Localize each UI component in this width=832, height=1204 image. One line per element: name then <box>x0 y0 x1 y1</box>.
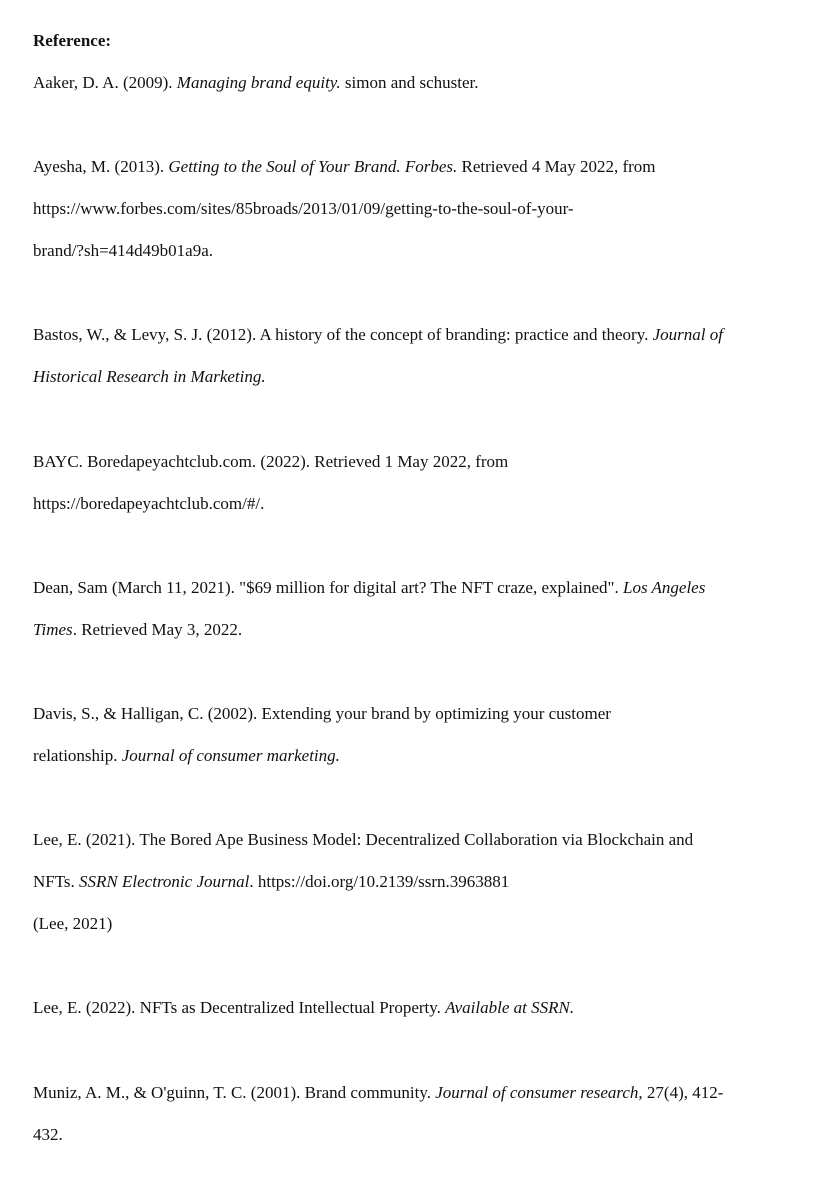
reference-lee2021-citation: (Lee, 2021) <box>33 914 113 933</box>
ref-text: relationship. <box>33 746 122 765</box>
reference-heading: Reference: <box>33 31 112 50</box>
reference-dean-line1 <box>33 578 705 598</box>
reference-ayesha-url-end: brand/?sh=414d49b01a9a. <box>33 241 214 260</box>
ref-text: Lee, E. (2022). NFTs as Decentralized Intellectual Property. <box>33 998 446 1017</box>
ref-journal: Journal of consumer research, <box>435 1083 643 1102</box>
ref-text: simon and schuster. <box>340 73 479 92</box>
ref-text: NFTs. <box>33 872 80 891</box>
reference-davis-line2 <box>33 746 340 766</box>
reference-muniz-line2: 432. <box>33 1125 63 1144</box>
ref-text: 27(4), 412- <box>642 1083 724 1102</box>
ref-journal: Journal of <box>652 325 723 344</box>
ref-text: Muniz, A. M., & O'guinn, T. C. (2001). Brand community. <box>33 1083 436 1102</box>
reference-bastos-line2 <box>33 367 266 387</box>
ref-text: Retrieved 4 May 2022, from <box>457 157 656 176</box>
ref-journal: SSRN Electronic Journal <box>79 872 250 891</box>
reference-lee2021-line1: Lee, E. (2021). The Bored Ape Business Model: Decentralized Collaboration via Blockchain and <box>33 830 694 849</box>
ref-journal: Times <box>33 620 73 639</box>
ref-journal: Los Angeles <box>623 578 706 597</box>
reference-muniz-line1 <box>33 1083 723 1103</box>
ref-text: Aaker, D. A. (2009). <box>33 73 177 92</box>
ref-journal: Journal of consumer marketing. <box>121 746 340 765</box>
reference-lee2022 <box>33 998 574 1018</box>
ref-text: . Retrieved May 3, 2022. <box>72 620 243 639</box>
ref-text: Ayesha, M. (2013). <box>33 157 169 176</box>
reference-lee2021-line2 <box>33 872 509 892</box>
ref-text: . https://doi.org/10.2139/ssrn.3963881 <box>249 872 510 891</box>
reference-ayesha-line1 <box>33 157 656 177</box>
reference-ayesha-url: https://www.forbes.com/sites/85broads/2013/01/09/getting-to-the-soul-of-your- <box>33 199 574 218</box>
ref-title: Managing brand equity. <box>176 73 341 92</box>
ref-text: Dean, Sam (March 11, 2021). "$69 million for digital art? The NFT craze, explained". <box>33 578 623 597</box>
ref-text: Bastos, W., & Levy, S. J. (2012). A history of the concept of branding: practice and theory. <box>33 325 653 344</box>
reference-bayc-url: https://boredapeyachtclub.com/#/. <box>33 494 265 513</box>
reference-aaker <box>33 73 479 93</box>
ref-journal: Available at SSRN. <box>445 998 575 1017</box>
ref-title: Getting to the Soul of Your Brand. Forbes. <box>168 157 458 176</box>
reference-dean-line2 <box>33 620 242 640</box>
reference-bayc-line1: BAYC. Boredapeyachtclub.com. (2022). Retrieved 1 May 2022, from <box>33 452 509 471</box>
reference-bastos-line1 <box>33 325 723 345</box>
reference-davis-line1: Davis, S., & Halligan, C. (2002). Extending your brand by optimizing your customer <box>33 704 611 723</box>
ref-journal: Historical Research in Marketing. <box>33 367 266 386</box>
